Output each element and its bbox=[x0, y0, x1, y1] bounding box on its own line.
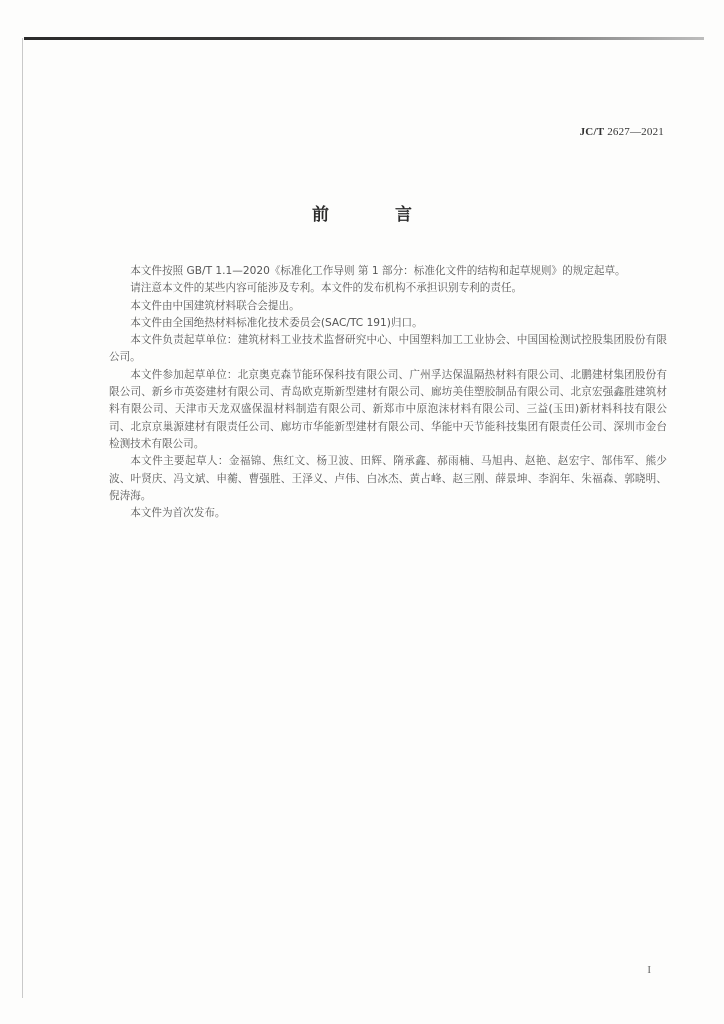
foreword-body bbox=[109, 263, 667, 522]
page-title: 前 言 bbox=[312, 205, 442, 225]
header-rule bbox=[24, 37, 704, 40]
scan-edge bbox=[22, 38, 23, 998]
paragraph-proposer: 本文件由中国建筑材料联合会提出。 bbox=[130, 299, 300, 312]
paragraph-lead-drafters: 本文件负责起草单位：建筑材料工业技术监督研究中心、中国塑料加工工业协会、中国国检测试控股集团股份有限公司。 bbox=[109, 334, 667, 364]
standard-code: JC/T bbox=[579, 126, 605, 138]
paragraph-patent-notice: 请注意本文件的某些内容可能涉及专利。本文件的发布机构不承担识别专利的责任。 bbox=[130, 282, 523, 295]
standard-number bbox=[580, 126, 664, 138]
paragraph-first-issue: 本文件为首次发布。 bbox=[130, 507, 226, 520]
paragraph-committee: 本文件由全国绝热材料标准化技术委员会(SAC/TC 191)归口。 bbox=[130, 316, 423, 329]
standard-year-number: 2627—2021 bbox=[607, 126, 664, 138]
paragraph-drafting-rules: 本文件按照 GB/T 1.1—2020《标准化工作导则 第 1 部分：标准化文件的结构和起草规则》的规定起草。 bbox=[130, 265, 626, 277]
paragraph-main-drafters: 本文件主要起草人：金福锦、焦红文、杨卫波、田辉、隋承鑫、郝雨楠、马旭冉、赵艳、赵宏宇、郜伟军、熊少波、叶贤庆、冯文斌、申蘅、曹强胜、王泽义、卢伟、白冰杰、黄占峰、赵三刚、薛景坤、李润年、朱福森、郭晓明、倪涛海。 bbox=[109, 455, 667, 502]
page-number: I bbox=[647, 964, 651, 976]
paragraph-participating-units: 本文件参加起草单位：北京奥克森节能环保科技有限公司、广州孚达保温隔热材料有限公司、北鹏建材集团股份有限公司、新乡市英姿建材有限公司、青岛欧克斯新型建材有限公司、廊坊美佳塑胶制品有限公司、北京宏强鑫胜建筑材料有限公司、天津市天龙双盛保温材料制造有限公司、新郑市中原泡沫材料有限公司、三益(玉田)新材料科技有限公司、北京京巢源建材有限责任公司、廊坊市华能新型建材有限公司、华能中天节能科技集团有限责任公司、深圳市金台检测技术有限公司。 bbox=[109, 368, 667, 450]
